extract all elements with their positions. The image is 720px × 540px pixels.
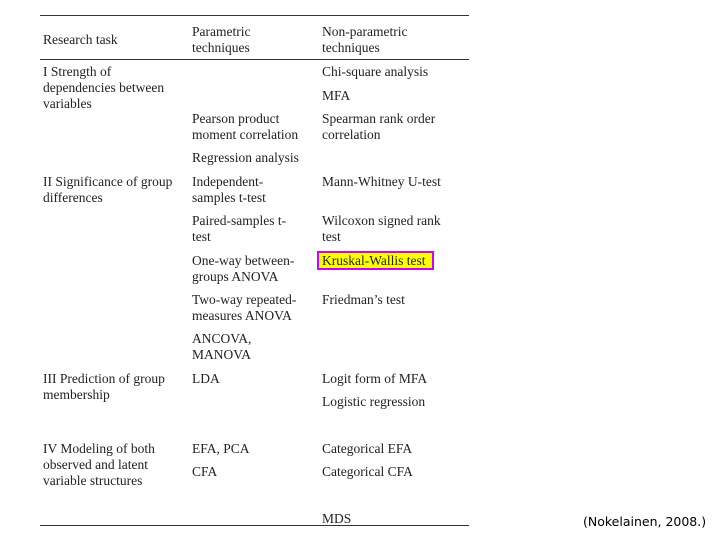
header-research-task: Research task (43, 32, 118, 47)
nonparametric-cell: Friedman’s test (322, 292, 405, 307)
task-significance-of-group-differences: II Significance of group differences (43, 174, 173, 205)
table-header-rule (40, 59, 469, 60)
kruskal-wallis-cell: Kruskal-Wallis test (322, 253, 426, 268)
table-top-rule (40, 15, 469, 16)
task-modeling-of-latent-structures: IV Modeling of both observed and latent variable structures (43, 441, 155, 488)
parametric-cell: EFA, PCA (192, 441, 250, 456)
parametric-cell: Pearson product moment correlation (192, 111, 299, 142)
nonparametric-cell: Categorical CFA (322, 464, 413, 479)
nonparametric-cell: MDS (322, 511, 352, 526)
nonparametric-cell: Logit form of MFA (322, 371, 428, 386)
task-prediction-of-group-membership: III Prediction of group membership (43, 371, 165, 402)
nonparametric-cell: Wilcoxon signed rank test (322, 213, 441, 244)
task-strength-of-dependencies: I Strength of dependencies between variables (43, 64, 165, 111)
parametric-cell: Two-way repeated- measures ANOVA (192, 292, 297, 323)
parametric-cell: One-way between- groups ANOVA (192, 253, 295, 284)
parametric-cell: Paired-samples t- test (192, 213, 287, 244)
nonparametric-cell: Spearman rank order correlation (322, 111, 436, 142)
nonparametric-cell: Logistic regression (322, 394, 426, 409)
nonparametric-cell: MFA (322, 88, 351, 103)
header-nonparametric: Non-parametric techniques (322, 24, 408, 55)
parametric-cell: CFA (192, 464, 218, 479)
parametric-cell: LDA (192, 371, 220, 386)
nonparametric-cell: Mann-Whitney U-test (322, 174, 441, 189)
nonparametric-cell: Chi-square analysis (322, 64, 429, 79)
table-bottom-rule (40, 525, 469, 526)
parametric-cell: Regression analysis (192, 150, 299, 165)
parametric-cell: ANCOVA, MANOVA (192, 331, 252, 362)
nonparametric-cell: Categorical EFA (322, 441, 413, 456)
citation: (Nokelainen, 2008.) (583, 514, 707, 529)
parametric-cell: Independent- samples t-test (192, 174, 266, 205)
header-parametric: Parametric techniques (192, 24, 251, 55)
